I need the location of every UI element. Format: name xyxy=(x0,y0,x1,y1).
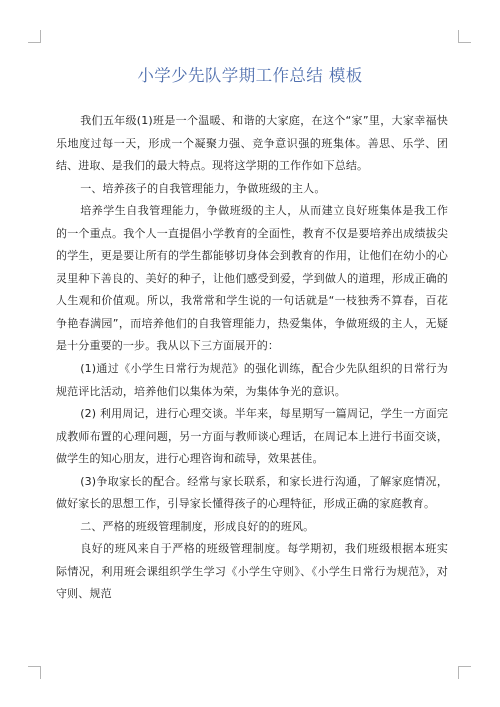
paragraph-item-3: (3)争取家长的配合。经常与家长联系，和家长进行沟通，了解家庭情况，做好家长的思想工作，引导家长懂得孩子的心理特征，形成正确的家庭教育。 xyxy=(56,474,448,511)
paragraph-intro: 我们五年级(1)班是一个温暖、和谐的大家庭，在这个“家”里，大家幸福快乐地度过每一天，形成一个凝聚力强、竞争意识强的班集体。善思、乐学、团结、进取、是我们的最大特点。现将这学期的工作作如下总结。 xyxy=(56,114,448,173)
crop-mark-top-right xyxy=(458,30,471,43)
paragraph-class-rules: 良好的班风来自于严格的班级管理制度。每学期初，我们班级根据本班实际情况，利用班会课组织学生学习《小学生守则》、《小学生日常行为规范》，对守则、规范 xyxy=(56,542,448,601)
crop-mark-bottom-right xyxy=(458,666,471,679)
crop-mark-top-left xyxy=(28,30,41,43)
paragraph-item-2: (2) 利用周记，进行心理交谈。半年来，每星期写一篇周记，学生一方面完成教师布置的心理问题，另一方面与教师谈心理话，在周记本上进行书面交谈，做学生的知心朋友，进行心理咨询和疏导，效果甚佳。 xyxy=(56,407,448,466)
heading-section-2: 二、严格的班级管理制度，形成良好的的班风。 xyxy=(80,519,315,533)
heading-section-1: 一、培养孩子的自我管理能力，争做班级的主人。 xyxy=(80,181,326,195)
crop-mark-bottom-left xyxy=(28,666,41,679)
document-title: 小学少先队学期工作总结 模板 xyxy=(137,66,363,85)
paragraph-item-1: (1)通过《小学生日常行为规范》的强化训练，配合少先队组织的日常行为规范评比活动，培养他们以集体为荣，为集体争光的意识。 xyxy=(56,362,448,398)
document-body xyxy=(56,110,448,606)
paragraph-self-management: 培养学生自我管理能力，争做班级的主人，从而建立良好班集体是我工作的一个重点。我个人一直提倡小学教育的全面性，教育不仅是要培养出成绩拔尖的学生，更是要让所有的学生都能够切身体会到教育的作用，让他们在幼小的心灵里种下善良的、美好的种子，让他们感受到爱，学到做人的道理，形成正确的人生观和价值观。所以，我常常和学生说的一句话就是“一枝独秀不算春，百花争艳春满园”，而培养他们的自我管理能力，热爱集体，争做班级的主人，无疑是十分重要的一步。我从以下三方面展开的： xyxy=(56,204,448,353)
